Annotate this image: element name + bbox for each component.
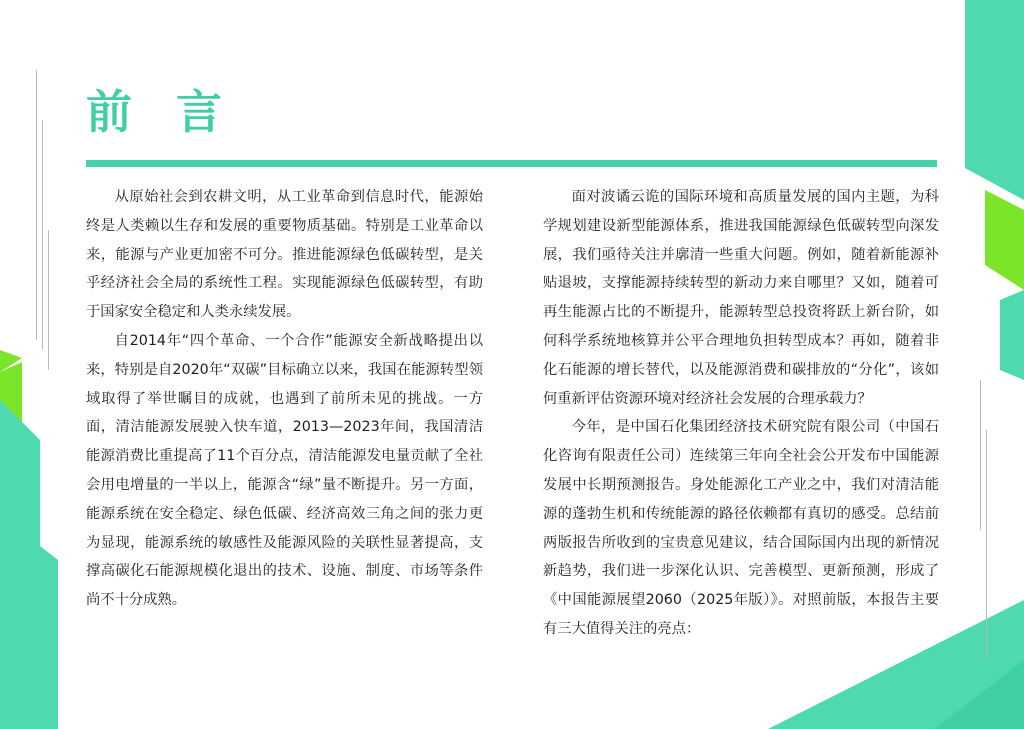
paragraph: 从原始社会到农耕文明，从工业革命到信息时代，能源始终是人类赖以生存和发展的重要物质基础。特别是工业革命以来，能源与产业更加密不可分。推进能源绿色低碳转型，是关乎经济社会全局的系统性工程。实现能源绿色低碳转型，有助于国家安全稳定和人类永续发展。 — [86, 189, 483, 321]
decorative-line — [36, 70, 37, 340]
right-text-column — [543, 183, 939, 644]
decorative-line — [980, 380, 981, 530]
page-title: 前 言 — [86, 85, 237, 139]
paragraph: 今年，是中国石化集团经济技术研究院有限公司（中国石化咨询有限责任公司）连续第三年向全社会公开发布中国能源发展中长期预测报告。身处能源化工产业之中，我们对清洁能源的蓬勃生机和传统能源的路径依赖都有真切的感受。总结前两版报告所收到的宝贵意见建议，结合国际国内出现的新情况新趋势，我们进一步深化认识、完善模型、更新预测，形成了《中国能源展望2060（2025年版）》。对照前版，本报告主要有三大值得关注的亮点： — [543, 419, 939, 637]
right-lime-shape — [985, 190, 1024, 290]
right-mint-shape — [965, 0, 1024, 200]
title-underline — [86, 160, 937, 167]
decorative-line — [986, 430, 987, 660]
paragraph: 面对波谲云诡的国际环境和高质量发展的国内主题，为科学规划建设新型能源体系，推进我国能源绿色低碳转型向深发展，我们亟待关注并廓清一些重大问题。例如，随着新能源补贴退坡，支撑能源持续转型的新动力来自哪里？又如，随着可再生能源占比的不断提升，能源转型总投资将跃上新台阶，如何科学系统地核算并公平合理地负担转型成本？再如，随着非化石能源的增长替代，以及能源消费和碳排放的“分化”，该如何重新评估资源环境对经济社会发展的合理承载力？ — [543, 189, 939, 407]
decorative-line — [42, 120, 43, 350]
left-text-column — [86, 183, 483, 615]
left-mint-shape — [0, 515, 58, 729]
paragraph: 自2014年“四个革命、一个合作”能源安全新战略提出以来，特别是自2020年“双碳”目标确立以来，我国在能源转型领域取得了举世瞩目的成就，也遇到了前所未见的挑战。一方面，清洁能源发展驶入快车道，2013—2023年间，我国清洁能源消费比重提高了11个百分点，清洁能源发电量贡献了全社会用电增量的一半以上，能源含“绿”量不断提升。另一方面，能源系统在安全稳定、绿色低碳、经济高效三角之间的张力更为显现，能源系统的敏感性及能源风险的关联性显著提高，支撑高碳化石能源规模化退出的技术、设施、制度、市场等条件尚不十分成熟。 — [86, 332, 483, 609]
decorative-line — [48, 230, 49, 370]
right-mint-shape — [1000, 290, 1024, 380]
